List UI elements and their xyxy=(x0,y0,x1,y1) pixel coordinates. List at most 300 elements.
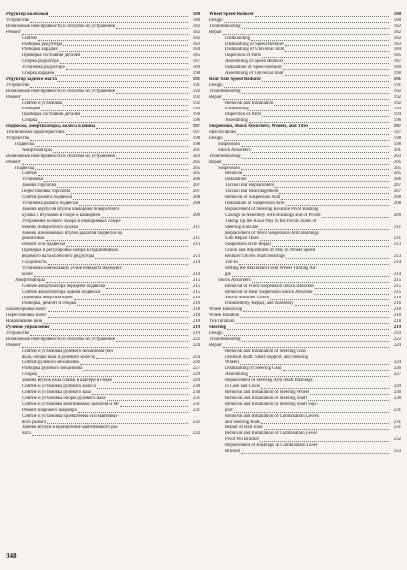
entry-page-number: 231 xyxy=(192,395,200,401)
entry-title: Замена торсиона xyxy=(22,183,57,189)
dot-leader xyxy=(251,38,389,41)
entry-page-number: 197 xyxy=(393,130,401,136)
entry-title: Torsion Bar Replacement xyxy=(225,183,274,189)
dot-leader xyxy=(255,14,389,17)
dot-leader xyxy=(66,132,188,135)
dot-leader xyxy=(224,138,389,141)
entry-title: Replacement of Steering Arm Shaft Bushings xyxy=(225,378,313,384)
dot-leader xyxy=(242,156,389,159)
entry-page-number: 193 xyxy=(192,106,200,112)
dot-leader xyxy=(116,156,188,159)
entry-page-number: 233 xyxy=(192,431,200,437)
entry-page-number: 230 xyxy=(393,390,401,395)
entry-page-number: 213 xyxy=(393,242,401,248)
entry-page-number: 233 xyxy=(393,449,401,455)
entry-page-number: 190 xyxy=(192,71,200,77)
entry-title: with Repair Ones xyxy=(225,236,259,242)
entry-title: Assembling xyxy=(225,372,248,378)
entry-page-number: 219 xyxy=(192,330,200,336)
entry-title: Torsion Bar Rearrangement xyxy=(225,189,279,195)
entry-page-number: 207 xyxy=(192,183,200,189)
entry-page-number: 209 xyxy=(192,212,200,218)
dot-leader xyxy=(308,398,389,401)
dot-leader xyxy=(22,32,188,35)
entry-page-number: 231 xyxy=(192,407,200,413)
entry-title: Setting the Maximum Front Wheel Turning An- xyxy=(225,265,317,271)
entry-page-number: 191 xyxy=(192,82,200,88)
entry-page-number: 183 xyxy=(192,41,200,47)
entry-title: Shock Absorbers xyxy=(218,147,251,153)
entry-page-number: 208 xyxy=(393,201,401,206)
dot-leader xyxy=(116,339,188,342)
entry-title: Troubleshooting xyxy=(209,336,241,342)
entry-page-number: 218 xyxy=(393,307,401,313)
entry-title: Reducer Driven Shaft Bearings xyxy=(225,254,286,260)
entry-page-number: 215 xyxy=(192,283,200,289)
dot-leader xyxy=(80,362,188,365)
entry-page-number: 185 xyxy=(192,53,200,59)
entry-title: Подвеска xyxy=(15,165,35,171)
dot-leader xyxy=(49,14,188,17)
entry-page-number: 224 xyxy=(393,342,401,348)
dot-leader xyxy=(22,345,188,348)
entry-page-number: 208 xyxy=(393,195,401,201)
dot-leader xyxy=(35,144,188,147)
entry-page-number: 215 xyxy=(393,283,401,289)
entry-page-number: 197 xyxy=(192,130,200,136)
dot-leader xyxy=(46,238,188,241)
dot-leader xyxy=(286,203,389,206)
dot-leader xyxy=(281,197,389,200)
entry-title: Design xyxy=(209,82,223,88)
dot-leader xyxy=(32,433,188,436)
entry-page-number: 211 xyxy=(192,236,200,242)
entry-title: Снятие xyxy=(22,171,37,177)
entry-title: Wheel Balancing xyxy=(209,307,243,313)
entry-title: Troubleshooting xyxy=(209,23,241,29)
dot-leader xyxy=(30,85,188,88)
entry-page-number: 232 xyxy=(393,437,401,443)
entry-title: Design xyxy=(209,136,223,142)
dot-leader xyxy=(55,73,188,76)
entry-title: Снятие и установка рулевого вала xyxy=(22,390,92,395)
dot-leader xyxy=(81,114,188,117)
entry-page-number: 182 xyxy=(192,35,200,41)
dot-leader xyxy=(295,303,389,306)
entry-page-number: 216 xyxy=(192,301,200,307)
entry-page-number: 215 xyxy=(192,289,200,295)
index-entry xyxy=(6,431,200,437)
entry-page-number: 206 xyxy=(192,177,200,183)
entry-title: Замена втулок вала сошки в картере в сборе xyxy=(22,378,112,384)
entry-page-number: 180 xyxy=(192,17,200,23)
entry-title: Suspension, Shock Absorbers, Wheels, and Tires xyxy=(209,124,309,130)
entry-title: Разборка xyxy=(22,106,41,112)
entry-title: Tire Inflation xyxy=(209,319,235,325)
entry-page-number: 191 xyxy=(192,76,200,82)
dot-leader xyxy=(77,303,188,306)
entry-page-number: 227 xyxy=(192,366,200,372)
entry-title: Dismantling of Speed Reducer xyxy=(225,41,285,47)
dot-leader xyxy=(96,356,188,359)
entry-page-number: 192 xyxy=(192,88,200,94)
entry-title: Рулевое управление xyxy=(6,325,50,331)
entry-title: Shock Absorber Check xyxy=(225,295,270,301)
entry-title: колес xyxy=(22,271,34,277)
entry-title: Перестановка торсиона xyxy=(22,189,71,195)
entry-title: Dismantling of Universal Joint xyxy=(225,47,285,53)
entry-title: Установка редуктора xyxy=(22,65,65,71)
dot-leader xyxy=(83,368,188,371)
dot-leader xyxy=(240,315,389,318)
dot-leader xyxy=(249,374,389,377)
dot-leader xyxy=(250,108,389,111)
entry-title: Снятие и установка xyxy=(22,100,63,106)
dot-leader xyxy=(79,227,188,230)
entry-title: Replacement of Steering Knuckle Pivot Bushing xyxy=(225,206,319,212)
dot-leader xyxy=(43,321,188,324)
entry-title: Replacement of Worn Suspension Arm Bushings xyxy=(225,230,319,236)
entry-page-number: 209 xyxy=(393,212,401,218)
dot-leader xyxy=(227,327,389,330)
entry-title: Dismantling xyxy=(225,106,249,112)
dot-leader xyxy=(22,97,188,100)
entry-page-number: 203 xyxy=(192,153,200,159)
entry-title: Troubleshooting xyxy=(209,153,241,159)
entry-title: Снятие и установка рулевого механизма (без xyxy=(22,348,114,354)
entry-page-number: 229 xyxy=(192,372,200,378)
entry-title: Техническая характеристика xyxy=(6,130,65,136)
dot-leader xyxy=(60,61,188,64)
entry-page-number: 219 xyxy=(393,325,401,331)
entry-page-number: 229 xyxy=(393,384,401,390)
entry-title: Проверка состояния деталей xyxy=(22,53,81,59)
entry-page-number: 183 xyxy=(393,41,401,47)
entry-page-number: 226 xyxy=(192,360,200,366)
entry-page-number: 182 xyxy=(192,23,200,29)
entry-title: Перестановка колес xyxy=(6,313,47,319)
entry-page-number: 182 xyxy=(393,23,401,29)
dot-leader xyxy=(101,215,188,218)
dot-leader xyxy=(249,120,389,123)
entry-title: Taking Up the Axial Play in the Pivots Joints of xyxy=(225,218,317,224)
dot-leader xyxy=(241,451,389,454)
dot-leader xyxy=(252,280,389,283)
dot-leader xyxy=(57,185,188,188)
entry-title: Removal and Installation of Steering Gear xyxy=(225,348,307,354)
entry-title: port xyxy=(225,407,233,413)
entry-page-number: 227 xyxy=(393,372,401,378)
entry-title: Разборка редуктора xyxy=(22,41,63,47)
dot-leader xyxy=(78,410,188,413)
entry-title: Снятие рулевого механизма xyxy=(22,360,79,366)
entry-title: Ремонт xyxy=(6,342,21,348)
entry-title: Сборка редуктора xyxy=(22,59,59,65)
entry-title: Pivot Pin Bracket xyxy=(225,437,259,443)
entry-title: Dismantling of Steering Gear xyxy=(225,366,282,372)
entry-page-number: 218 xyxy=(192,313,200,319)
dot-leader xyxy=(234,410,389,413)
entry-page-number: 230 xyxy=(393,395,401,401)
entry-page-number: 215 xyxy=(393,289,401,295)
dot-leader xyxy=(239,262,389,265)
dot-leader xyxy=(48,309,188,312)
entry-page-number: 207 xyxy=(192,189,200,195)
entry-page-number: 224 xyxy=(192,354,200,360)
entry-title: Установка рычага подвески xyxy=(22,201,79,206)
dot-leader xyxy=(51,327,188,330)
entry-title: Подвеска, амортизаторы, колеса и шины xyxy=(6,124,96,130)
dot-leader xyxy=(44,179,188,182)
entry-title: Сборка xyxy=(22,372,37,378)
entry-title: ведомого вала колесного редуктора xyxy=(22,254,95,260)
entry-page-number: 201 xyxy=(192,147,200,153)
dot-leader xyxy=(260,439,389,442)
entry-page-number: 211 xyxy=(393,224,401,230)
entry-page-number: 208 xyxy=(192,195,200,201)
english-index-column xyxy=(209,12,401,455)
entry-title: Assembling of Universal Joint xyxy=(225,71,284,77)
dot-leader xyxy=(22,162,188,165)
entry-page-number: 214 xyxy=(192,271,200,277)
entry-page-number: 193 xyxy=(393,106,401,112)
entry-title: Suspension xyxy=(218,165,240,171)
dot-leader xyxy=(285,49,389,52)
dot-leader xyxy=(58,79,188,82)
entry-title: Inspection of Parts xyxy=(225,112,261,118)
entry-title: Возможные неисправности и способы их устранения xyxy=(6,23,115,29)
entry-page-number: 222 xyxy=(393,336,401,342)
entry-title: Removal and Installation of Steering Shaft xyxy=(225,395,307,401)
dot-leader xyxy=(38,374,188,377)
dot-leader xyxy=(97,386,188,389)
entry-page-number: 187 xyxy=(192,59,200,65)
entry-title: and Steering Rods xyxy=(225,419,261,425)
dot-leader xyxy=(116,26,188,29)
entry-title: Снятие амортизатора задней подвески xyxy=(22,289,101,295)
entry-title: Снятие и установка маятниковых рычагов и тяг xyxy=(22,401,120,407)
entry-page-number: 197 xyxy=(393,124,401,130)
entry-page-number: 224 xyxy=(192,342,200,348)
dot-leader xyxy=(120,404,188,407)
entry-title: Снятие xyxy=(22,35,37,41)
dot-leader xyxy=(286,256,389,259)
entry-title: Замена изношенных втулок рычагов подвески на xyxy=(22,230,123,236)
entry-title: Ремонт оси подвески xyxy=(22,242,66,248)
entry-page-number: 180 xyxy=(192,12,200,17)
dot-leader xyxy=(274,103,389,106)
dot-leader xyxy=(81,55,188,58)
dot-leader xyxy=(236,321,389,324)
entry-title: Разборка рулевого механизма xyxy=(22,366,83,372)
entry-title: Сборка кардана xyxy=(22,71,55,77)
entry-page-number: 229 xyxy=(192,378,200,384)
entry-page-number: 192 xyxy=(192,100,200,106)
entry-page-number: 190 xyxy=(393,71,401,77)
entry-title: Сборка xyxy=(22,118,37,124)
dot-leader xyxy=(242,91,389,94)
entry-page-number: 191 xyxy=(393,82,401,88)
entry-page-number: 208 xyxy=(192,201,200,206)
entry-title: Dismounting xyxy=(225,35,251,41)
entry-title: Suspension xyxy=(218,141,240,147)
entry-page-number: 207 xyxy=(393,189,401,195)
entry-title: кулака с втулками в сборе и шкворней xyxy=(22,212,101,218)
entry-title: Toe-In xyxy=(225,260,238,266)
entry-page-number: 232 xyxy=(192,419,200,425)
entry-title: Сходимость xyxy=(22,260,47,266)
entry-page-number: 194 xyxy=(192,112,200,118)
dot-leader xyxy=(48,315,188,318)
page-number: 348 xyxy=(6,552,17,560)
entry-title: Suspension Axle Repair xyxy=(225,242,272,248)
russian-index-column xyxy=(6,12,200,437)
dot-leader xyxy=(310,392,389,395)
entry-page-number: 198 xyxy=(393,136,401,142)
entry-title: Repair xyxy=(209,94,222,100)
entry-page-number: 214 xyxy=(393,271,401,277)
dot-leader xyxy=(63,43,188,46)
entry-page-number: 197 xyxy=(192,124,200,130)
entry-title: Removal and Installation of Steering Wheel xyxy=(225,390,310,395)
dot-leader xyxy=(261,421,389,424)
entry-page-number: 218 xyxy=(192,307,200,313)
entry-title: Wheel) xyxy=(225,360,240,366)
entry-page-number: 230 xyxy=(192,390,200,395)
entry-page-number: 213 xyxy=(192,242,200,248)
entry-title: Removal of Front Suspension Shock Absorber xyxy=(225,283,315,289)
entry-title: Disassembly, Repair, and Assembly xyxy=(225,301,294,307)
entry-page-number: 201 xyxy=(393,147,401,153)
entry-title: Removal of Rear Suspension Shock Absorber xyxy=(225,289,313,295)
entry-page-number: 218 xyxy=(393,313,401,319)
dot-leader xyxy=(252,150,389,153)
dot-leader xyxy=(264,427,389,430)
entry-title: Установка xyxy=(22,177,43,183)
entry-title: Casings in Assembly with Bushings and of Pivots xyxy=(225,212,321,218)
dot-leader xyxy=(242,339,389,342)
entry-title: Ремонт xyxy=(6,29,21,35)
entry-title: Replacement of Bushings in Combination Lever xyxy=(225,443,318,449)
entry-title: Design xyxy=(209,17,223,23)
entry-title: Removal xyxy=(225,171,243,177)
dot-leader xyxy=(106,286,188,289)
entry-title: Check and Adjustment of Play in Wheel Speed xyxy=(225,248,316,254)
entry-title: Removal and Installation of Steering Shaft Sup- xyxy=(225,401,318,407)
entry-title: Устранение осевого зазора в шкворневых соеди- xyxy=(22,218,122,224)
entry-title: Разборка, ремонт и сборка xyxy=(22,301,77,307)
entry-page-number: 206 xyxy=(393,177,401,183)
entry-title: Inspection of Parts xyxy=(225,53,261,59)
entry-page-number: 226 xyxy=(393,366,401,372)
dot-leader xyxy=(224,85,389,88)
dot-leader xyxy=(243,309,389,312)
entry-title: Repair of Ball Joint xyxy=(225,425,263,431)
entry-title: Assembling of Speed Reducer xyxy=(225,59,284,65)
dot-leader xyxy=(30,138,188,141)
dot-leader xyxy=(96,126,188,129)
dot-leader xyxy=(224,333,389,336)
entry-page-number: 184 xyxy=(192,47,200,53)
entry-page-number: 219 xyxy=(192,325,200,331)
dot-leader xyxy=(270,297,389,300)
entry-page-number: 231 xyxy=(393,419,401,425)
entry-title: Разборка кардана xyxy=(22,47,58,53)
entry-page-number: 196 xyxy=(393,118,401,124)
entry-title: Ремонт xyxy=(6,159,21,165)
entry-title: Wheel Speed Reducer xyxy=(209,12,255,17)
entry-title: Накачивание шин xyxy=(6,319,43,325)
dot-leader xyxy=(46,280,188,283)
entry-title: Снятие и установка кронштейна оси маятнико- xyxy=(22,413,119,419)
entry-page-number: 207 xyxy=(393,183,401,189)
entry-page-number: 218 xyxy=(393,319,401,325)
dot-leader xyxy=(74,297,188,300)
entry-title: Removal and Installation of Combination Levers xyxy=(225,413,319,419)
entry-page-number: 215 xyxy=(393,277,401,283)
entry-title: Assembling xyxy=(225,118,248,124)
entry-page-number: 216 xyxy=(192,295,200,301)
entry-title: Wheel Rotation xyxy=(209,313,240,319)
entry-title: (without Shaft, Shaft Support, and Steering xyxy=(225,354,309,360)
entry-title: Замена втулки в кронштейне маятникового ры- xyxy=(22,425,119,431)
dot-leader xyxy=(223,162,389,165)
entry-title: Редуктор колесный xyxy=(6,12,49,17)
entry-page-number: 230 xyxy=(192,384,200,390)
dot-leader xyxy=(95,256,188,259)
entry-title: Балансировка колес xyxy=(6,307,47,313)
dot-leader xyxy=(314,292,389,295)
dot-leader xyxy=(116,91,188,94)
entry-page-number: 213 xyxy=(192,254,200,260)
dot-leader xyxy=(232,274,389,277)
entry-page-number: 216 xyxy=(393,295,401,301)
entry-page-number: 192 xyxy=(393,94,401,100)
dot-leader xyxy=(262,55,389,58)
dot-leader xyxy=(315,286,389,289)
index-entry xyxy=(209,449,401,455)
entry-page-number: 224 xyxy=(393,360,401,366)
entry-title: Проверка и регулировка зазора в подшипниках xyxy=(22,248,119,254)
entry-page-number: 182 xyxy=(393,29,401,35)
dot-leader xyxy=(272,244,389,247)
dot-leader xyxy=(92,392,188,395)
dot-leader xyxy=(101,292,188,295)
dot-leader xyxy=(248,179,389,182)
entry-page-number: 213 xyxy=(393,254,401,260)
dot-leader xyxy=(223,345,389,348)
entry-title: Removal and Installation xyxy=(225,100,274,106)
dot-leader xyxy=(259,227,389,230)
dot-leader xyxy=(283,67,389,70)
entry-page-number: 203 xyxy=(393,153,401,159)
dot-leader xyxy=(262,79,389,82)
entry-title: Снятие амортизатора передней подвески xyxy=(22,283,106,289)
entry-title: Установка наибольших углов поворота передних xyxy=(22,265,122,271)
entry-page-number: 231 xyxy=(192,401,200,407)
dot-leader xyxy=(275,185,389,188)
dot-leader xyxy=(241,167,389,170)
dot-leader xyxy=(223,32,389,35)
entry-title: Снятие рычага подвески xyxy=(22,195,73,201)
entry-page-number: 231 xyxy=(393,407,401,413)
entry-page-number: 231 xyxy=(393,425,401,431)
dot-leader xyxy=(47,421,188,424)
dot-leader xyxy=(66,67,188,70)
entry-title: Замена корпусов втулок шкворней поворотного xyxy=(22,206,120,212)
entry-page-number: 211 xyxy=(393,236,401,242)
dot-leader xyxy=(30,20,188,23)
